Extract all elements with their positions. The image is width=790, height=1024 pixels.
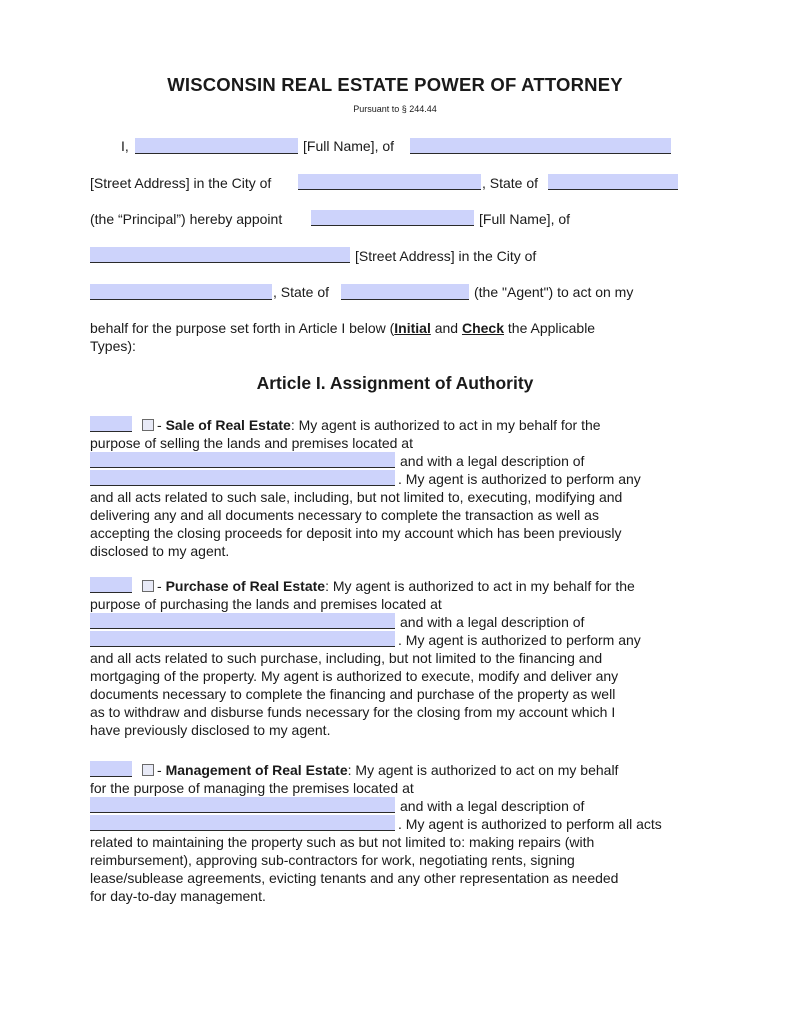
intro-text: [Street Address] in the City of [90,175,272,191]
section-line: and with a legal description of [400,453,585,469]
intro-instruction [90,320,595,336]
management-legal-description-field[interactable] [90,815,395,831]
section-line: related to maintaining the property such as but not limited to: making repairs (with [90,834,595,850]
document-subtitle: Pursuant to § 244.44 [353,104,437,114]
section-line: lease/sublease agreements, evicting tenants and any other representation as needed [90,870,619,886]
section-label: Purchase of Real Estate [165,578,326,594]
purchase-location-field[interactable] [90,613,395,629]
intro-text: , State of [273,284,330,300]
sale-legal-description-field[interactable] [90,470,395,486]
document-title: WISCONSIN REAL ESTATE POWER OF ATTORNEY [167,74,623,95]
agent-city-field[interactable] [90,284,272,300]
initial-keyword: Initial [394,320,431,336]
principal-state-field[interactable] [548,174,678,190]
section-line: purpose of selling the lands and premises located at [90,435,413,451]
principal-street-field[interactable] [410,138,671,154]
section-line: - Purchase of Real Estate: My agent is authorized to act in my behalf for the [157,578,635,594]
initial-field-sale[interactable] [90,416,132,432]
section-line: . My agent is authorized to perform any [398,471,641,487]
section-line: . My agent is authorized to perform all acts [398,816,662,832]
section-line: and all acts related to such sale, including, but not limited to, executing, modifying and [90,489,623,505]
section-line: as to withdraw and disburse funds necessary for the closing from my account which I [90,704,616,720]
agent-name-field[interactable] [311,210,474,226]
management-location-field[interactable] [90,797,395,813]
intro-text: Types): [90,338,136,354]
section-line: . My agent is authorized to perform any [398,632,641,648]
section-line: and all acts related to such purchase, including, but not limited to the financing and [90,650,603,666]
section-text: : My agent is authorized to act in my behalf for the [325,578,635,594]
agent-state-field[interactable] [341,284,469,300]
section-line: for the purpose of managing the premises located at [90,780,414,796]
intro-text: the Applicable [504,320,596,336]
section-line: purpose of purchasing the lands and premises located at [90,596,442,612]
section-line: accepting the closing proceeds for deposit into my account which has been previously [90,525,622,541]
checkbox-sale[interactable] [142,419,154,431]
check-keyword: Check [461,320,505,336]
intro-text: (the “Principal”) hereby appoint [90,211,283,227]
intro-text: behalf for the purpose set forth in Article I below ( [90,320,395,336]
principal-name-field[interactable] [135,138,298,154]
section-label: Sale of Real Estate [165,417,291,433]
section-line: - Management of Real Estate: My agent is authorized to act on my behalf [157,762,619,778]
principal-city-field[interactable] [298,174,481,190]
initial-field-purchase[interactable] [90,577,132,593]
intro-text: (the "Agent") to act on my [474,284,634,300]
intro-text: and [430,320,462,336]
intro-text: I, [121,138,129,154]
section-line: for day-to-day management. [90,888,266,904]
initial-field-management[interactable] [90,761,132,777]
section-line: have previously disclosed to my agent. [90,722,331,738]
intro-text: , State of [482,175,539,191]
section-line: reimbursement), approving sub-contractors for work, negotiating rents, signing [90,852,575,868]
checkbox-management[interactable] [142,764,154,776]
section-text: : My agent is authorized to act in my behalf for the [290,417,601,433]
section-line: and with a legal description of [400,798,585,814]
intro-text: [Full Name], of [479,211,571,227]
intro-text: [Full Name], of [303,138,395,154]
intro-text: [Street Address] in the City of [355,248,537,264]
section-line: and with a legal description of [400,614,585,630]
purchase-legal-description-field[interactable] [90,631,395,647]
agent-street-field[interactable] [90,247,350,263]
section-label: Management of Real Estate [165,762,348,778]
section-line: documents necessary to complete the financing and purchase of the property as well [90,686,616,702]
sale-location-field[interactable] [90,452,395,468]
section-line: - Sale of Real Estate: My agent is authorized to act in my behalf for the [157,417,601,433]
section-line: mortgaging of the property. My agent is authorized to execute, modify and deliver any [90,668,619,684]
article-heading: Article I. Assignment of Authority [256,373,534,393]
section-text: : My agent is authorized to act on my behalf [347,762,619,778]
section-line: delivering any and all documents necessary to complete the transaction as well as [90,507,599,523]
checkbox-purchase[interactable] [142,580,154,592]
section-line: disclosed to my agent. [90,543,230,559]
